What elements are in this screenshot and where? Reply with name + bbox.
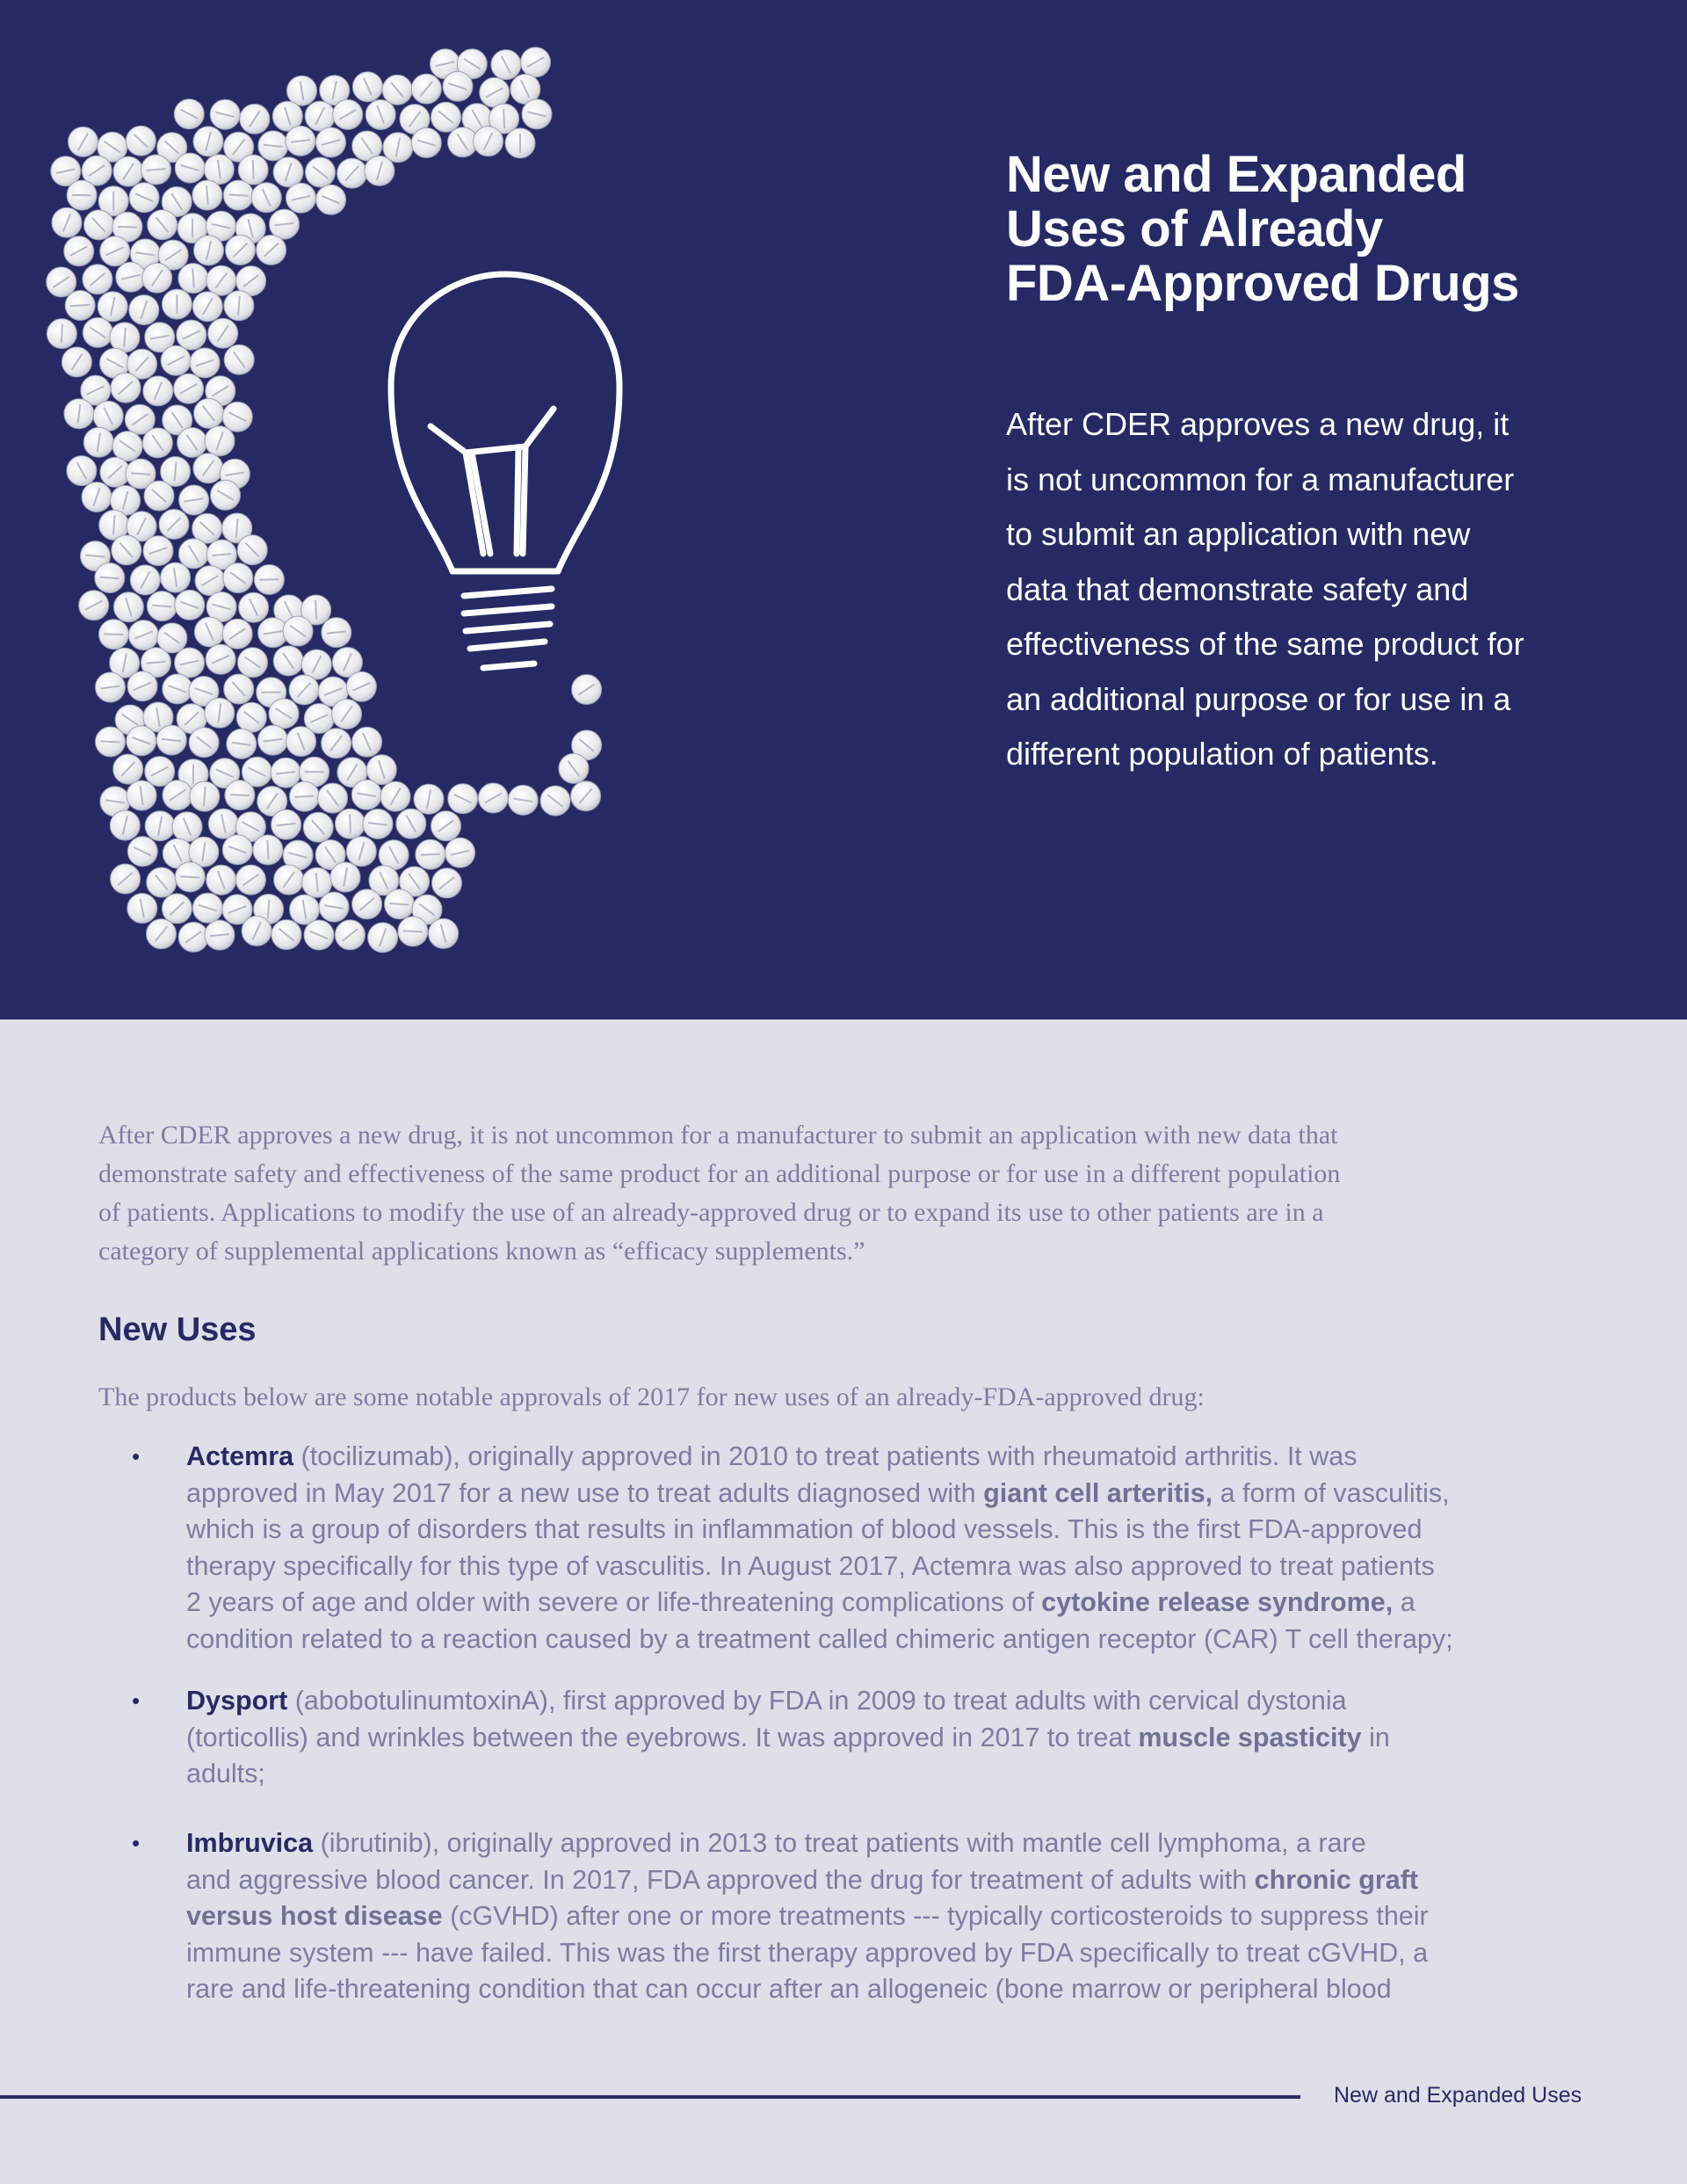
- text-run: a: [1393, 1587, 1415, 1617]
- pill-icon: [274, 865, 304, 895]
- pill-icon: [540, 786, 570, 816]
- pill-icon: [316, 185, 346, 214]
- pill-icon: [147, 919, 177, 949]
- pill-icon: [432, 868, 462, 898]
- pill-icon: [205, 920, 235, 950]
- bullet-glyph: •: [132, 1443, 141, 1469]
- hero-intro-line: is not uncommon for a manufacturer: [1006, 461, 1515, 497]
- pill-icon: [272, 920, 301, 950]
- pill-icon: [178, 264, 208, 294]
- pill-icon: [333, 99, 363, 129]
- list-item-line: [186, 1756, 1592, 1793]
- pill-icon: [206, 265, 236, 295]
- pill-icon: [111, 864, 141, 894]
- pill-icon: [283, 616, 313, 646]
- pill-icon: [414, 784, 444, 814]
- pill-icon: [178, 539, 208, 569]
- pill-icon: [99, 620, 129, 649]
- pill-icon: [368, 923, 398, 953]
- pill-icon: [508, 785, 538, 815]
- pill-icon: [110, 810, 140, 840]
- pill-icon: [147, 867, 177, 897]
- pill-icon: [179, 485, 209, 515]
- pill-icon: [289, 675, 319, 705]
- pill-icon: [208, 809, 238, 838]
- pill-icon: [142, 263, 172, 293]
- pill-icon: [239, 592, 269, 622]
- highlighted-term: versus host disease: [186, 1901, 443, 1931]
- pill-icon: [93, 401, 123, 431]
- list-item-line: [186, 1585, 1592, 1622]
- pill-icon: [127, 671, 157, 701]
- pill-icon: [448, 784, 478, 814]
- page-title: [1006, 148, 1639, 311]
- pill-icon: [478, 783, 508, 813]
- pill-icon: [286, 727, 316, 757]
- pill-icon: [225, 780, 255, 810]
- pill-icon: [113, 754, 143, 784]
- pill-icon: [208, 318, 238, 348]
- pill-icon: [62, 347, 91, 377]
- pill-icon: [194, 236, 224, 265]
- text-run: (tocilizumab),: [293, 1441, 468, 1471]
- pill-icon: [84, 210, 114, 240]
- pill-icon: [211, 480, 241, 510]
- pill-icon: [96, 672, 126, 702]
- pill-icon: [206, 865, 236, 895]
- pill-icon: [192, 893, 222, 923]
- pill-icon: [242, 916, 272, 946]
- pill-icon: [330, 862, 360, 892]
- pill-icon: [346, 837, 376, 867]
- pill-icon: [306, 157, 336, 187]
- pill-icon: [129, 295, 159, 325]
- pill-icon: [175, 153, 205, 183]
- pill-icon: [52, 207, 82, 237]
- pill-icon: [177, 320, 206, 350]
- pill-icon: [491, 50, 521, 80]
- pill-icon: [363, 809, 393, 839]
- title-line: FDA-Approved Drugs: [1006, 255, 1519, 312]
- pill-icon: [127, 726, 156, 756]
- pill-icon: [571, 781, 601, 811]
- title-line: Uses of Already: [1006, 200, 1383, 258]
- pill-icon: [273, 157, 303, 187]
- pill-icon: [65, 291, 95, 321]
- pill-icon: [365, 156, 395, 185]
- pill-icon: [111, 373, 141, 403]
- pill-icon: [366, 100, 395, 130]
- pill-icon: [237, 535, 267, 565]
- pill-icon: [273, 646, 303, 676]
- pill-icon: [304, 920, 334, 950]
- pill-icon: [190, 781, 220, 811]
- pill-icon: [352, 889, 382, 919]
- pill-icon: [205, 698, 235, 728]
- pill-icon: [159, 510, 189, 540]
- pill-icon: [258, 725, 288, 755]
- pill-icon: [322, 618, 351, 648]
- list-item-line: [186, 1825, 1592, 1862]
- pill-icon: [64, 399, 94, 429]
- pill-icon: [189, 728, 219, 758]
- list-item-text: [186, 1683, 1592, 1793]
- pill-icon: [271, 758, 300, 787]
- pill-icon: [113, 592, 143, 622]
- pill-icon: [572, 675, 602, 705]
- pill-icon: [174, 99, 204, 129]
- pill-icon: [162, 289, 192, 319]
- pill-icon: [351, 780, 381, 809]
- lightbulb-icon: [391, 274, 619, 668]
- bullet-glyph: •: [132, 1687, 141, 1714]
- pill-icon: [254, 565, 284, 595]
- list-item-line: [186, 1476, 1592, 1513]
- pill-icon: [224, 345, 254, 374]
- pill-icon: [163, 780, 192, 810]
- text-run: therapy specifically for this type of vasculitis. In August 2017, Actemra was also approved to treat patients: [186, 1550, 1435, 1581]
- pill-icon: [175, 862, 205, 892]
- pill-icon: [143, 536, 173, 566]
- intro-line: demonstrate safety and effectiveness of the same product for an additional purpose or for use in a different population: [98, 1159, 1341, 1188]
- pill-icon: [178, 922, 208, 952]
- pill-icon: [127, 837, 157, 867]
- pill-icon: [238, 155, 268, 185]
- pill-icon: [67, 456, 97, 486]
- hero-intro-line: data that demonstrate safety and: [1006, 570, 1469, 607]
- pill-icon: [47, 267, 76, 297]
- list-item-line: [186, 1720, 1592, 1757]
- pill-icon: [174, 374, 204, 403]
- pill-icon: [380, 781, 410, 811]
- pill-icon: [305, 101, 335, 131]
- pill-icon: [193, 453, 223, 483]
- pill-icon: [130, 565, 160, 595]
- pill-icon: [411, 128, 441, 158]
- pill-icon: [162, 894, 192, 924]
- pill-icon: [336, 809, 366, 838]
- pill-icon: [129, 183, 159, 213]
- intro-paragraph: [98, 1116, 1592, 1271]
- pill-icon: [145, 811, 175, 841]
- text-run: 2 years of age and older with severe or life-threatening complications of: [186, 1587, 1042, 1617]
- pill-icon: [505, 128, 535, 158]
- pill-icon: [172, 812, 202, 842]
- pill-icon: [290, 895, 320, 925]
- pill-icon: [79, 591, 109, 620]
- list-item-line: [186, 1898, 1592, 1935]
- pill-icon: [205, 426, 235, 456]
- pill-icon: [175, 590, 205, 620]
- list-item-text: [186, 1439, 1592, 1658]
- pill-icon: [319, 892, 349, 922]
- pill-icon: [175, 648, 205, 678]
- text-run: which is a group of disorders that results in inflammation of blood vessels. This is the first FDA-approved: [186, 1514, 1423, 1544]
- pill-icon: [445, 838, 475, 867]
- pill-icon: [222, 402, 252, 432]
- pill-icon: [258, 131, 288, 161]
- drug-name: Actemra: [186, 1441, 294, 1471]
- pill-icon: [480, 77, 510, 107]
- pill-icon: [227, 729, 257, 758]
- hero-intro-line: different population of patients.: [1006, 736, 1438, 772]
- pill-icon: [96, 727, 126, 757]
- pill-icon: [316, 127, 346, 157]
- hero-intro-line: After CDER approves a new drug, it: [1006, 406, 1510, 442]
- pill-icon: [385, 889, 415, 919]
- pill-icon: [190, 348, 220, 378]
- pill-icon: [335, 920, 365, 950]
- pill-icon: [127, 894, 157, 924]
- list-item-line: [186, 1622, 1592, 1658]
- hero-intro-line: effectiveness of the same product for: [1006, 626, 1524, 662]
- pill-icon: [83, 317, 112, 347]
- pill-icon: [98, 292, 127, 322]
- drug-name: Dysport: [186, 1686, 288, 1716]
- pill-icon: [226, 236, 256, 265]
- pill-icon: [286, 126, 315, 156]
- pill-icon: [416, 839, 445, 869]
- hero-intro-line: an additional purpose or for use in a: [1006, 680, 1511, 717]
- pill-icon: [192, 180, 222, 210]
- pill-icon: [141, 155, 171, 185]
- text-run: approved in May 2017 for a new use to treat adults diagnosed with: [186, 1477, 984, 1508]
- hero-banner: [0, 0, 1687, 1019]
- pill-icon: [337, 158, 367, 188]
- footer-rule: [0, 2095, 1300, 2099]
- text-run: condition related to a reaction caused by a treatment called chimeric antigen receptor (CAR) T cell therapy;: [186, 1623, 1453, 1654]
- pill-icon: [83, 427, 113, 457]
- text-run: in: [1361, 1722, 1390, 1752]
- text-run: (ibrutinib),: [313, 1828, 447, 1858]
- pill-icon: [251, 183, 281, 213]
- pill-icon: [224, 291, 254, 321]
- footer-label: New and Expanded Uses: [1334, 2083, 1582, 2108]
- pill-icon: [143, 376, 173, 406]
- pill-icon: [253, 835, 283, 865]
- text-run: first approved by FDA in 2009 to treat adults with cervical dystonia: [562, 1686, 1347, 1716]
- pill-icon: [429, 918, 459, 948]
- pill-icon: [112, 535, 141, 565]
- pill-icon: [270, 209, 300, 239]
- text-run: adults;: [186, 1759, 265, 1789]
- pill-icon: [112, 432, 142, 461]
- drug-name: Imbruvica: [186, 1828, 314, 1858]
- intro-line: category of supplemental applications known as “efficacy supplements.”: [98, 1237, 865, 1266]
- pill-icon: [411, 74, 441, 104]
- pill-icon: [322, 729, 351, 758]
- pill-icon: [194, 398, 224, 428]
- pill-icon: [272, 809, 301, 839]
- pill-icon: [161, 345, 191, 375]
- pill-icon: [443, 71, 473, 101]
- list-item-line: [186, 1439, 1592, 1476]
- pill-icon: [83, 265, 112, 294]
- pill-icon: [64, 236, 94, 266]
- pill-icon: [290, 781, 320, 811]
- pill-icon: [238, 648, 268, 678]
- list-item-line: [186, 1862, 1592, 1899]
- bullet-glyph: •: [132, 1830, 141, 1856]
- pill-icon: [431, 811, 461, 841]
- pill-icon: [223, 563, 253, 593]
- text-run: rare and life-threatening condition that can occur after an allogeneic (bone marrow or peripheral blood: [186, 1974, 1392, 2004]
- pill-icon: [113, 156, 143, 186]
- text-run: immune system --- have failed. This was the first therapy approved by FDA specifically to treat cGVHD, a: [186, 1937, 1429, 1968]
- list-item-line: [186, 1935, 1592, 1972]
- pill-icon: [346, 671, 376, 701]
- pill-icon: [559, 753, 589, 783]
- pill-icon: [177, 428, 207, 458]
- pill-icon: [148, 210, 177, 240]
- pill-icon: [222, 619, 252, 649]
- intro-line: After CDER approves a new drug, it is not uncommon for a manufacturer to submit an application with new data that: [98, 1121, 1338, 1150]
- pill-icon: [195, 566, 225, 596]
- hero-intro-line: to submit an application with new: [1006, 516, 1471, 552]
- pill-icon: [224, 674, 254, 704]
- pill-icon: [303, 812, 333, 842]
- pill-icon: [223, 180, 253, 210]
- pill-icon: [302, 867, 332, 897]
- list-item-line: [186, 1549, 1592, 1585]
- list-item-text: [186, 1825, 1592, 2008]
- pill-icon: [269, 699, 299, 729]
- text-run: originally approved in 2013 to treat patients with mantle cell lymphoma, a rare: [446, 1828, 1366, 1858]
- pill-icon: [128, 620, 158, 650]
- pill-icon: [257, 235, 286, 265]
- text-run: (abobotulinumtoxinA),: [287, 1686, 563, 1716]
- list-item-line: [186, 1512, 1592, 1549]
- text-run: and aggressive blood cancer. In 2017, FDA approved the drug for treatment of adults with: [186, 1864, 1255, 1895]
- pill-icon: [95, 563, 125, 593]
- pill-icon: [474, 127, 503, 156]
- pill-icon: [156, 725, 186, 755]
- pill-icon: [235, 865, 265, 895]
- pill-icon: [127, 780, 156, 810]
- pill-icon: [194, 617, 224, 647]
- pill-icon: [210, 99, 240, 129]
- pill-icon: [82, 483, 112, 512]
- pill-icon: [193, 127, 223, 156]
- highlighted-term: muscle spasticity: [1138, 1722, 1362, 1752]
- pill-icon: [398, 917, 428, 947]
- section-heading: New Uses: [98, 1311, 257, 1348]
- pill-icon: [222, 835, 252, 865]
- text-run: originally approved in 2010 to treat patients with rheumatoid arthritis. It was: [467, 1441, 1358, 1471]
- pill-icon: [521, 47, 551, 77]
- highlighted-term: giant cell arteritis,: [983, 1477, 1213, 1508]
- list-item-line: [186, 1683, 1592, 1720]
- pill-icon: [161, 562, 191, 592]
- pill-icon: [352, 727, 382, 757]
- pill-icon: [352, 72, 382, 102]
- section-lead: The products below are some notable approvals of 2017 for new uses of an already-FDA-approved drug:: [98, 1382, 1205, 1411]
- pill-icon: [69, 127, 98, 156]
- text-run: (torticollis) and wrinkles between the eyebrows. It was approved in 2017 to treat: [186, 1722, 1139, 1752]
- pill-icon: [522, 99, 552, 129]
- pill-icon: [236, 702, 266, 732]
- lightbulb-of-pills-illustration: [44, 26, 958, 976]
- pill-icon: [318, 783, 348, 813]
- pill-icon: [142, 428, 172, 458]
- pill-icon: [67, 180, 97, 210]
- text-run: (cGVHD) after one or more treatments --- typically corticosteroids to suppress their: [442, 1901, 1429, 1931]
- pill-icon: [396, 809, 426, 838]
- pill-icon: [431, 102, 461, 132]
- pill-icon: [192, 292, 222, 322]
- pill-icon: [47, 319, 76, 349]
- highlighted-term: chronic graft: [1254, 1864, 1419, 1895]
- hero-intro: [1006, 397, 1612, 782]
- pill-icon: [204, 155, 234, 185]
- pill-icon: [144, 481, 174, 511]
- pill-icon: [240, 104, 270, 134]
- pill-icon: [286, 183, 316, 213]
- list-item-line: [186, 1971, 1592, 2008]
- pill-icon: [126, 126, 156, 156]
- intro-line: of patients. Applications to modify the use of an already-approved drug or to expand its use to other patients are in a: [98, 1198, 1324, 1227]
- pill-icon: [163, 674, 192, 704]
- pill-icon: [100, 236, 130, 266]
- title-line: New and Expanded: [1006, 146, 1466, 203]
- pill-icon: [147, 591, 177, 621]
- text-run: a form of vasculitis,: [1213, 1477, 1450, 1508]
- pill-icon: [332, 700, 362, 729]
- pill-icon: [116, 262, 146, 292]
- highlighted-term: cytokine release syndrome,: [1041, 1587, 1394, 1617]
- pill-icon: [206, 644, 235, 674]
- pill-icon: [382, 75, 412, 105]
- pill-icon: [287, 76, 317, 105]
